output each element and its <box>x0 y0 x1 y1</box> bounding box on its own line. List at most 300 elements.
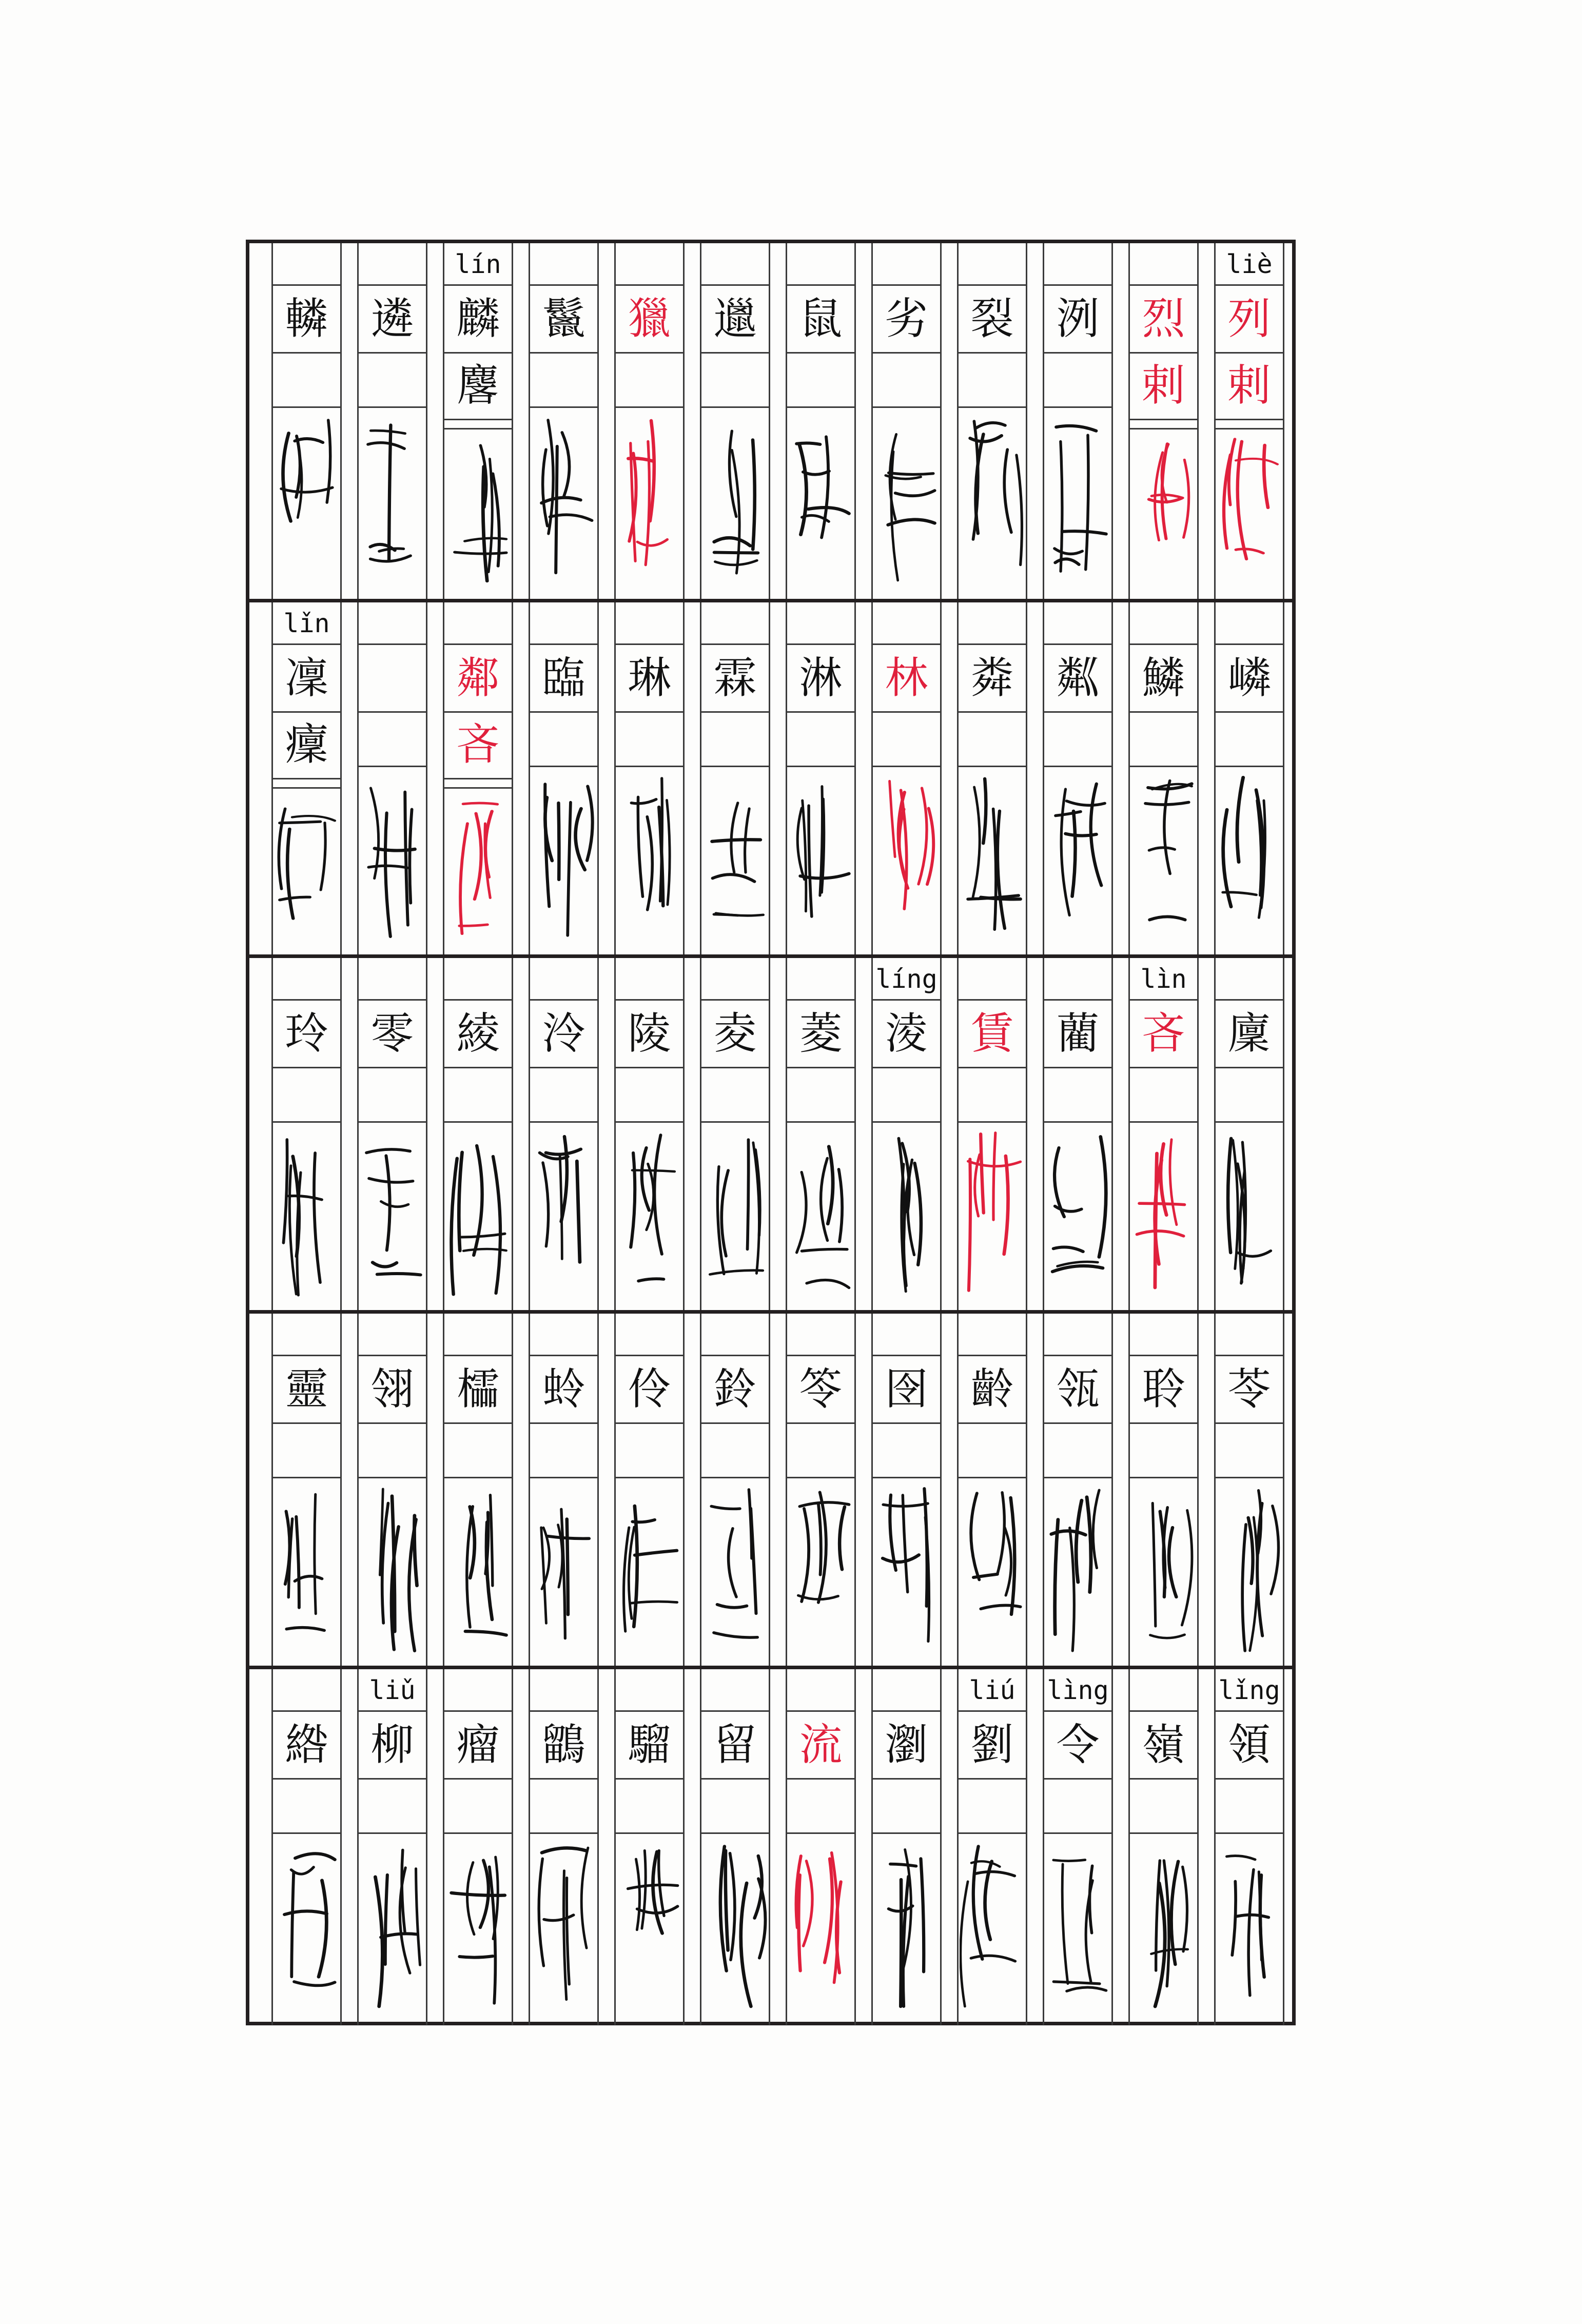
seal-glyph-drawing <box>360 413 425 585</box>
seal-script-glyph <box>445 1839 511 2011</box>
cell-rule <box>871 1067 942 1068</box>
cell-rule <box>1128 1067 1199 1068</box>
seal-script-glyph <box>360 1839 425 2011</box>
seal-glyph-drawing <box>874 1127 939 1300</box>
cell-rule <box>529 1067 599 1068</box>
seal-script-glyph <box>788 413 853 585</box>
seal-glyph-drawing <box>274 1483 339 1656</box>
seal-glyph-drawing <box>1217 772 1282 945</box>
pinyin-label <box>700 1670 770 1710</box>
glyph-cell <box>1035 602 1121 958</box>
seal-glyph-drawing <box>1045 1839 1110 2011</box>
regular-character: 蛉 <box>542 1364 585 1414</box>
glyph-cell <box>264 602 349 958</box>
pinyin-label <box>1214 1315 1284 1355</box>
pinyin-label: lǐn <box>283 609 330 638</box>
pinyin-label <box>443 1315 513 1355</box>
regular-character: 遴 <box>370 294 414 344</box>
pinyin-label <box>1128 1315 1199 1355</box>
seal-glyph-drawing <box>788 1127 853 1300</box>
cell-rule <box>357 1832 427 1834</box>
cell-rule <box>1043 1422 1113 1424</box>
regular-character: 剌 <box>1227 360 1271 411</box>
cell-rule <box>614 711 685 713</box>
cell-rule <box>957 1832 1027 1834</box>
cell-rule <box>1214 1422 1284 1424</box>
cell-rule <box>1128 1832 1199 1834</box>
regular-character: 列 <box>1227 294 1271 344</box>
seal-script-glyph <box>788 1483 853 1656</box>
pinyin-label: lìng <box>1047 1675 1109 1705</box>
cell-rule <box>1128 1422 1199 1424</box>
cell-rule <box>271 352 342 354</box>
cell-rule <box>957 1477 1027 1478</box>
pinyin-label <box>357 603 427 643</box>
cell-rule <box>271 1778 342 1780</box>
cell-rule <box>357 406 427 408</box>
regular-character: 嶙 <box>1227 653 1271 703</box>
pinyin-label <box>786 1670 856 1710</box>
seal-glyph-drawing <box>360 1127 425 1300</box>
regular-character: 瓴 <box>1056 1364 1100 1414</box>
regular-character: 菱 <box>799 1008 843 1059</box>
glyph-cell <box>778 1314 864 1669</box>
glyph-cell <box>864 958 949 1314</box>
cell-rule <box>1128 1778 1199 1780</box>
regular-character: 吝 <box>1142 1008 1185 1059</box>
glyph-cell <box>1121 1314 1206 1669</box>
seal-glyph-drawing <box>960 1483 1025 1656</box>
seal-glyph-drawing <box>1217 1483 1282 1656</box>
cell-rule <box>271 1477 342 1478</box>
regular-character: 癛 <box>285 719 328 770</box>
cell-rule <box>271 1121 342 1123</box>
cell-rule <box>443 1067 513 1068</box>
glyph-cell <box>349 958 435 1314</box>
seal-glyph-drawing <box>788 413 853 585</box>
pinyin-label <box>957 1315 1027 1355</box>
pinyin-label <box>271 1670 342 1710</box>
regular-character: 零 <box>370 1008 414 1059</box>
cell-rule <box>357 1477 427 1478</box>
pinyin-label: lǐng <box>1218 1675 1280 1705</box>
seal-glyph-drawing <box>360 1839 425 2011</box>
pinyin-label: lìn <box>1140 964 1187 994</box>
seal-script-glyph <box>702 1839 768 2011</box>
seal-glyph-drawing <box>1045 1127 1110 1300</box>
pinyin-label <box>271 244 342 284</box>
seal-glyph-drawing <box>274 413 339 585</box>
cell-rule <box>529 711 599 713</box>
seal-script-glyph <box>274 1127 339 1300</box>
seal-script-glyph <box>702 1483 768 1656</box>
glyph-cell <box>778 602 864 958</box>
cell-rule <box>1043 766 1113 767</box>
regular-character: 劣 <box>885 294 928 344</box>
seal-glyph-drawing <box>874 413 939 585</box>
seal-glyph-drawing <box>274 1127 339 1300</box>
seal-glyph-drawing <box>702 413 768 585</box>
cell-rule <box>443 1477 513 1478</box>
regular-character: 粼 <box>1056 653 1100 703</box>
cell-rule <box>443 1778 513 1780</box>
seal-glyph-drawing <box>702 1127 768 1300</box>
seal-script-glyph <box>445 1483 511 1656</box>
cell-rule <box>700 1477 770 1478</box>
glyph-cell <box>1206 958 1292 1314</box>
seal-glyph-drawing <box>1045 413 1110 585</box>
regular-character: 廩 <box>1227 1008 1271 1059</box>
cell-rule <box>614 352 685 354</box>
seal-script-glyph <box>360 1127 425 1300</box>
pinyin-label <box>529 244 599 284</box>
cell-rule <box>271 787 342 789</box>
glyph-cell <box>607 243 692 599</box>
seal-script-glyph <box>274 413 339 585</box>
glyph-cell <box>435 243 521 599</box>
seal-script-glyph <box>702 772 768 945</box>
seal-glyph-drawing <box>874 1483 939 1656</box>
cell-rule <box>957 1067 1027 1068</box>
seal-script-glyph <box>531 413 596 585</box>
seal-script-glyph <box>617 413 682 585</box>
glyph-cell <box>264 958 349 1314</box>
cell-rule <box>614 766 685 767</box>
pinyin-label <box>1214 603 1284 643</box>
cell-rule <box>1043 406 1113 408</box>
pinyin-label <box>357 244 427 284</box>
cell-rule <box>357 711 427 713</box>
seal-glyph-drawing <box>1131 434 1196 585</box>
glyph-cell <box>949 958 1035 1314</box>
pinyin-label <box>529 1315 599 1355</box>
seal-glyph-drawing <box>960 1127 1025 1300</box>
regular-character: 鶹 <box>542 1720 585 1770</box>
seal-script-glyph <box>788 1127 853 1300</box>
seal-glyph-drawing <box>360 772 425 945</box>
cell-rule <box>957 711 1027 713</box>
seal-glyph-drawing <box>531 413 596 585</box>
regular-character: 鈴 <box>713 1364 757 1414</box>
glyph-cell <box>949 602 1035 958</box>
cell-rule <box>1043 1832 1113 1834</box>
glyph-cell <box>435 1314 521 1669</box>
cell-rule <box>1043 1067 1113 1068</box>
pinyin-label <box>614 1315 685 1355</box>
cell-rule <box>957 406 1027 408</box>
cell-rule <box>786 711 856 713</box>
glyph-cell <box>521 1669 607 2025</box>
regular-character <box>357 645 427 711</box>
seal-glyph-drawing <box>617 772 682 945</box>
seal-script-glyph <box>1045 1839 1110 2011</box>
cell-rule <box>529 1422 599 1424</box>
seal-script-glyph <box>1131 434 1196 585</box>
pinyin-label <box>614 959 685 999</box>
seal-script-glyph <box>960 1127 1025 1300</box>
table-row <box>249 243 1292 599</box>
regular-character: 玲 <box>285 1008 328 1059</box>
cell-rule <box>443 1422 513 1424</box>
glyph-cell <box>692 1314 778 1669</box>
regular-character: 令 <box>1056 1720 1100 1770</box>
pinyin-label <box>1128 1670 1199 1710</box>
cell-rule <box>871 711 942 713</box>
regular-character: 鄰 <box>456 653 500 703</box>
glyph-cell <box>692 958 778 1314</box>
seal-glyph-drawing <box>274 1839 339 2011</box>
pinyin-label <box>443 1670 513 1710</box>
seal-glyph-drawing <box>702 1483 768 1656</box>
seal-glyph-drawing <box>445 1483 511 1656</box>
cell-rule <box>786 1778 856 1780</box>
regular-character: 翎 <box>370 1364 414 1414</box>
glyph-cell <box>1121 243 1206 599</box>
seal-glyph-drawing <box>617 1483 682 1656</box>
pinyin-label <box>1043 244 1113 284</box>
glyph-table <box>246 240 1296 2025</box>
cell-rule <box>700 1832 770 1834</box>
pinyin-label <box>957 603 1027 643</box>
glyph-cell <box>778 1669 864 2025</box>
cell-rule <box>357 1121 427 1123</box>
regular-character: 櫺 <box>456 1364 500 1414</box>
glyph-cell <box>435 958 521 1314</box>
pinyin-label <box>871 1315 942 1355</box>
regular-character: 瀏 <box>885 1720 928 1770</box>
cell-rule <box>357 766 427 767</box>
regular-character: 藺 <box>1056 1008 1100 1059</box>
pinyin-label <box>700 244 770 284</box>
cell-rule <box>1214 711 1284 713</box>
seal-script-glyph <box>617 772 682 945</box>
seal-script-glyph <box>531 1127 596 1300</box>
regular-character: 琳 <box>628 653 671 703</box>
seal-glyph-drawing <box>702 1839 768 2011</box>
glyph-cell <box>349 1314 435 1669</box>
glyph-cell <box>778 243 864 599</box>
glyph-cell <box>1035 243 1121 599</box>
glyph-cell <box>607 1669 692 2025</box>
cell-rule <box>1214 1778 1284 1780</box>
seal-script-glyph <box>274 1483 339 1656</box>
glyph-cell <box>692 1669 778 2025</box>
cell-rule <box>1214 1832 1284 1834</box>
seal-glyph-drawing <box>702 772 768 945</box>
seal-script-glyph <box>445 434 511 585</box>
glyph-cell <box>607 958 692 1314</box>
cell-rule <box>871 1832 942 1834</box>
cell-rule <box>957 766 1027 767</box>
seal-script-glyph <box>1045 772 1110 945</box>
glyph-cell <box>521 958 607 1314</box>
pinyin-label: liè <box>1226 249 1273 279</box>
cell-rule <box>786 1121 856 1123</box>
cell-rule <box>871 352 942 354</box>
pinyin-label <box>1043 603 1113 643</box>
regular-character: 苓 <box>1227 1364 1271 1414</box>
seal-script-glyph <box>1217 1127 1282 1300</box>
cell-rule <box>271 406 342 408</box>
cell-rule <box>1214 766 1284 767</box>
cell-rule <box>443 778 513 779</box>
cell-rule <box>1128 711 1199 713</box>
glyph-cell <box>349 243 435 599</box>
seal-script-glyph <box>617 1483 682 1656</box>
seal-glyph-drawing <box>445 434 511 585</box>
regular-character: 鬣 <box>542 294 585 344</box>
cell-rule <box>957 352 1027 354</box>
glyph-cell <box>864 243 949 599</box>
pinyin-label <box>700 603 770 643</box>
seal-glyph-drawing <box>788 1839 853 2011</box>
seal-glyph-drawing <box>1131 772 1196 945</box>
seal-glyph-drawing <box>617 413 682 585</box>
cell-rule <box>957 1778 1027 1780</box>
glyph-cell <box>778 958 864 1314</box>
seal-script-glyph <box>274 1839 339 2011</box>
pinyin-label <box>614 1670 685 1710</box>
cell-rule <box>871 406 942 408</box>
glyph-cell <box>949 1314 1035 1669</box>
glyph-cell <box>264 1314 349 1669</box>
table-row <box>249 1666 1292 2025</box>
seal-script-glyph <box>360 413 425 585</box>
glyph-cell <box>264 243 349 599</box>
pinyin-label <box>529 603 599 643</box>
seal-script-glyph <box>960 1839 1025 2011</box>
cell-rule <box>786 1067 856 1068</box>
seal-glyph-drawing <box>874 772 939 945</box>
cell-rule <box>1128 1121 1199 1123</box>
cell-rule <box>357 1067 427 1068</box>
regular-character: 領 <box>1227 1720 1271 1770</box>
pinyin-label <box>871 603 942 643</box>
table-row <box>249 954 1292 1314</box>
cell-rule <box>614 1477 685 1478</box>
seal-glyph-drawing <box>274 793 339 945</box>
seal-script-glyph <box>788 772 853 945</box>
seal-script-glyph <box>960 1483 1025 1656</box>
regular-character: 獵 <box>628 294 671 344</box>
glyph-cell <box>692 602 778 958</box>
pinyin-label <box>271 1315 342 1355</box>
pinyin-label <box>614 603 685 643</box>
regular-character: 泠 <box>542 1008 585 1059</box>
regular-character: 柳 <box>370 1720 414 1770</box>
cell-rule <box>357 1778 427 1780</box>
seal-script-glyph <box>874 1839 939 2011</box>
seal-glyph-drawing <box>1045 1483 1110 1656</box>
regular-character: 粦 <box>970 653 1014 703</box>
pinyin-label <box>957 959 1027 999</box>
cell-rule <box>614 1121 685 1123</box>
glyph-cell <box>521 602 607 958</box>
regular-character: 伶 <box>628 1364 671 1414</box>
pinyin-label: lín <box>455 249 501 279</box>
regular-character: 霖 <box>713 653 757 703</box>
pinyin-label <box>1043 959 1113 999</box>
glyph-cell <box>1035 1669 1121 2025</box>
regular-character: 嶺 <box>1142 1720 1185 1770</box>
pinyin-label <box>957 244 1027 284</box>
cell-rule <box>357 1422 427 1424</box>
cell-rule <box>700 406 770 408</box>
pinyin-label <box>1128 603 1199 643</box>
regular-character: 流 <box>799 1720 843 1770</box>
cell-rule <box>443 419 513 420</box>
seal-glyph-drawing <box>788 772 853 945</box>
seal-script-glyph <box>874 1127 939 1300</box>
regular-character: 鱗 <box>1142 653 1185 703</box>
seal-script-glyph <box>1131 1127 1196 1300</box>
glyph-cell <box>1121 958 1206 1314</box>
regular-character: 洌 <box>1056 294 1100 344</box>
seal-script-glyph <box>788 1839 853 2011</box>
cell-rule <box>1043 1778 1113 1780</box>
pinyin-label <box>1043 1315 1113 1355</box>
seal-glyph-drawing <box>960 772 1025 945</box>
seal-script-glyph <box>617 1839 682 2011</box>
glyph-cell <box>349 602 435 958</box>
regular-character: 剌 <box>1142 360 1185 411</box>
regular-character: 麐 <box>456 360 500 411</box>
pinyin-label <box>529 1670 599 1710</box>
cell-rule <box>357 352 427 354</box>
regular-character: 夌 <box>713 1008 757 1059</box>
regular-character: 賃 <box>970 1008 1014 1059</box>
pinyin-label <box>357 959 427 999</box>
seal-script-glyph <box>1131 772 1196 945</box>
cell-rule <box>1214 419 1284 420</box>
pinyin-label <box>786 1315 856 1355</box>
cell-rule <box>271 1067 342 1068</box>
pinyin-label <box>1128 244 1199 284</box>
table-row <box>249 1310 1292 1669</box>
cell-rule <box>1043 352 1113 354</box>
pinyin-label <box>614 244 685 284</box>
cell-rule <box>786 352 856 354</box>
regular-character: 林 <box>885 653 928 703</box>
regular-character: 凜 <box>285 653 328 703</box>
seal-glyph-drawing <box>960 413 1025 585</box>
cell-rule <box>700 1422 770 1424</box>
pinyin-label <box>700 1315 770 1355</box>
pinyin-label <box>700 959 770 999</box>
cell-rule <box>529 1778 599 1780</box>
cell-rule <box>1128 766 1199 767</box>
cell-rule <box>700 352 770 354</box>
seal-glyph-drawing <box>445 793 511 945</box>
seal-glyph-drawing <box>1131 1127 1196 1300</box>
cell-rule <box>1043 1477 1113 1478</box>
glyph-cell <box>864 602 949 958</box>
seal-script-glyph <box>274 793 339 945</box>
cell-rule <box>786 1832 856 1834</box>
seal-glyph-drawing <box>617 1839 682 2011</box>
seal-script-glyph <box>1217 1839 1282 2011</box>
seal-script-glyph <box>960 413 1025 585</box>
table-row <box>249 599 1292 958</box>
cell-rule <box>700 711 770 713</box>
cell-rule <box>271 778 342 779</box>
cell-rule <box>443 787 513 789</box>
glyph-cell <box>1035 958 1121 1314</box>
seal-script-glyph <box>1217 434 1282 585</box>
seal-glyph-drawing <box>531 1483 596 1656</box>
glyph-cell <box>521 243 607 599</box>
cell-rule <box>957 1422 1027 1424</box>
